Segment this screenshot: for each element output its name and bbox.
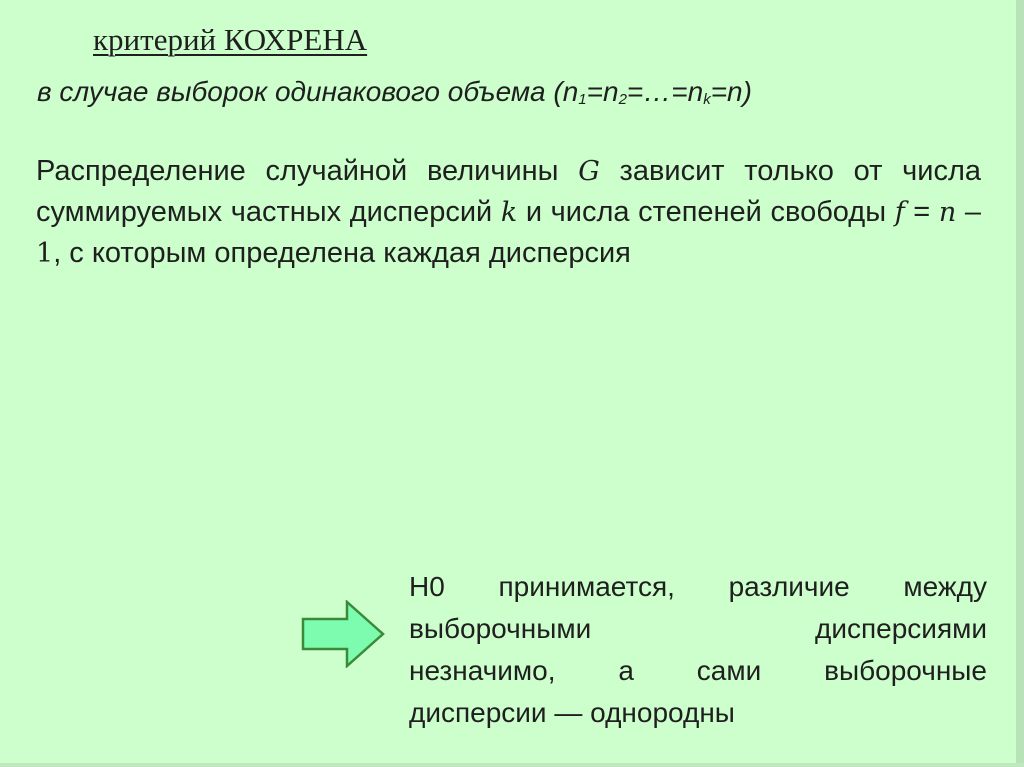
variable-f: f [894,197,905,228]
variable-n: n [938,197,957,228]
subtitle-sub-k: k [703,91,711,108]
conclusion-line-3: незначимо, а сами выборочные [409,655,987,686]
paragraph-text-4: = [904,196,939,228]
subtitle-nk: n [687,76,704,107]
subtitle-text-before: в случае выборок одинакового объема ( [37,76,563,107]
subtitle-eq-1: = [586,76,603,107]
number-one: 1 [36,238,54,269]
paragraph-text-6: , с которым определена каждая дисперсия [53,237,631,269]
slide-bottom-edge [0,763,1024,767]
slide-title: критерий КОХРЕНА [93,22,368,57]
slide-right-edge [1016,0,1024,767]
arrow-shape [303,602,383,666]
conclusion-line-1: Н0 принимается, различие между [409,571,987,602]
subtitle-sub-1: 1 [578,91,587,108]
subtitle-text-after: ) [742,76,752,107]
distribution-paragraph [36,151,981,274]
subtitle-eq-2: =…= [626,76,688,107]
conclusion-line-4: дисперсии — однородны [409,697,735,728]
paragraph-text-5: – [956,196,981,228]
right-arrow-icon [301,600,385,668]
subtitle-eq-3: = [710,76,728,107]
paragraph-text-2: зависит только от числа суммируемых частных дисперсий [36,155,981,228]
paragraph-text-3: и числа степеней свободы [517,196,895,228]
subtitle-n1: n [562,76,579,107]
variable-k: k [500,197,518,228]
conclusion-line-2: выборочными дисперсиями [409,613,987,644]
variable-g: G [578,156,600,187]
subtitle-sub-2: 2 [618,91,627,108]
conclusion-text [409,566,987,734]
slide-subtitle [37,76,752,108]
subtitle-n: n [727,76,743,107]
subtitle-n2: n [602,76,619,107]
paragraph-text-1: Распределение случайной величины [36,155,579,187]
